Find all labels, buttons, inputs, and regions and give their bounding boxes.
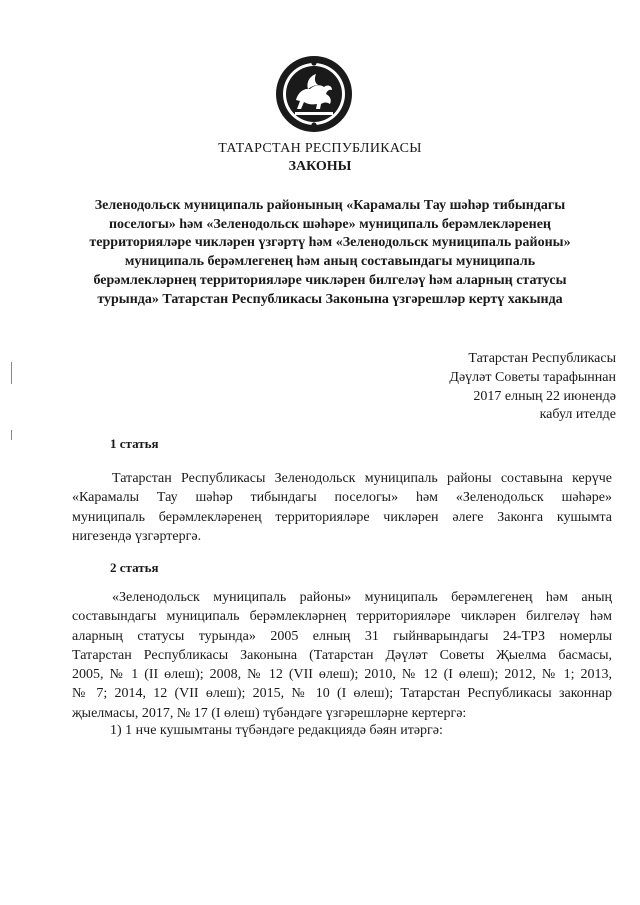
scan-artifact: [11, 362, 12, 384]
text-line: муниципаль берәмлекләренең территорияләре чикләрен әлеге Законга кушымта: [72, 509, 612, 525]
subject-line: берәмлекләрнең территорияләре чикләрен билгеләү һәм аларның статусы: [93, 272, 567, 288]
adoption-line: кабул ителде: [539, 407, 616, 423]
scan-artifact: [11, 430, 12, 440]
text-line: № 7; 2014, 12 (VII өлеш); 2015, № 10 (I өлеш); Татарстан Республикасы законнар: [72, 686, 612, 702]
subject-line: поселогы» һәм «Зеленодольск шәһәре» муниципаль берәмлекләренең: [108, 216, 551, 232]
tatarstan-coat-of-arms-icon: [274, 54, 354, 134]
subject-line: территорияләре чикләрен үзгәртү һәм «Зеленодольск муниципаль районы»: [89, 235, 571, 251]
article-1-heading: 1 статья: [110, 436, 159, 451]
article-2-heading: 2 статья: [110, 560, 159, 575]
list-item: 1) 1 нче кушымтаны түбәндәге редакциядә бәян итәргә:: [110, 723, 443, 738]
adoption-line: Татарстан Республикасы: [468, 351, 616, 366]
text-line: җыелмасы, 2017, № 17 (I өлеш) түбәндәге үзгәрешләрне кертергә:: [72, 705, 467, 721]
adoption-line: 2017 елның 22 июнендә: [473, 388, 616, 404]
adoption-note: [449, 350, 616, 425]
subject-line: турында» Татарстан Республикасы Законына үзгәрешләр кертү хакында: [97, 291, 563, 307]
text-line: нигезендә үзгәртергә.: [72, 528, 202, 544]
subject-line: Зеленодольск муниципаль районының «Карамалы Тау шәһәр тибындагы: [94, 198, 566, 213]
text-line: «Зеленодольск муниципаль районы» муниципаль берәмлегенең һәм аның: [112, 590, 612, 605]
article-1-text: [72, 469, 612, 546]
subject-line: муниципаль берәмлегенең һәм аның составындагы муниципаль: [124, 254, 536, 270]
text-line: «Карамалы Тау шәһәр тибындагы поселогы» һәм «Зеленодольск шәһәре»: [72, 490, 612, 506]
document-type: ЗАКОНЫ: [288, 159, 352, 174]
text-line: аларның статусы турында» 2005 елның 31 гыйнварындагы 24-ТРЗ номерлы: [72, 628, 612, 644]
republic-name: ТАТАРСТАН РЕСПУБЛИКАСЫ: [218, 141, 422, 156]
text-line: Татарстан Республикасы Законына (Татарстан Дәүләт Советы Җыелма басмасы,: [72, 647, 612, 663]
adoption-line: Дәүләт Советы тарафыннан: [449, 369, 616, 385]
article-2-text: [72, 588, 612, 723]
text-line: Татарстан Республикасы Зеленодольск муниципаль районы составына керүче: [112, 471, 612, 486]
law-subject: [80, 197, 580, 309]
text-line: составындагы муниципаль берәмлекләрнең территорияләре чикләрен билгеләү һәм: [72, 609, 612, 625]
text-line: 2005, № 1 (II өлеш); 2008, № 12 (VII өлеш); 2010, № 12 (I өлеш); 2012, № 1; 2013,: [72, 667, 612, 683]
